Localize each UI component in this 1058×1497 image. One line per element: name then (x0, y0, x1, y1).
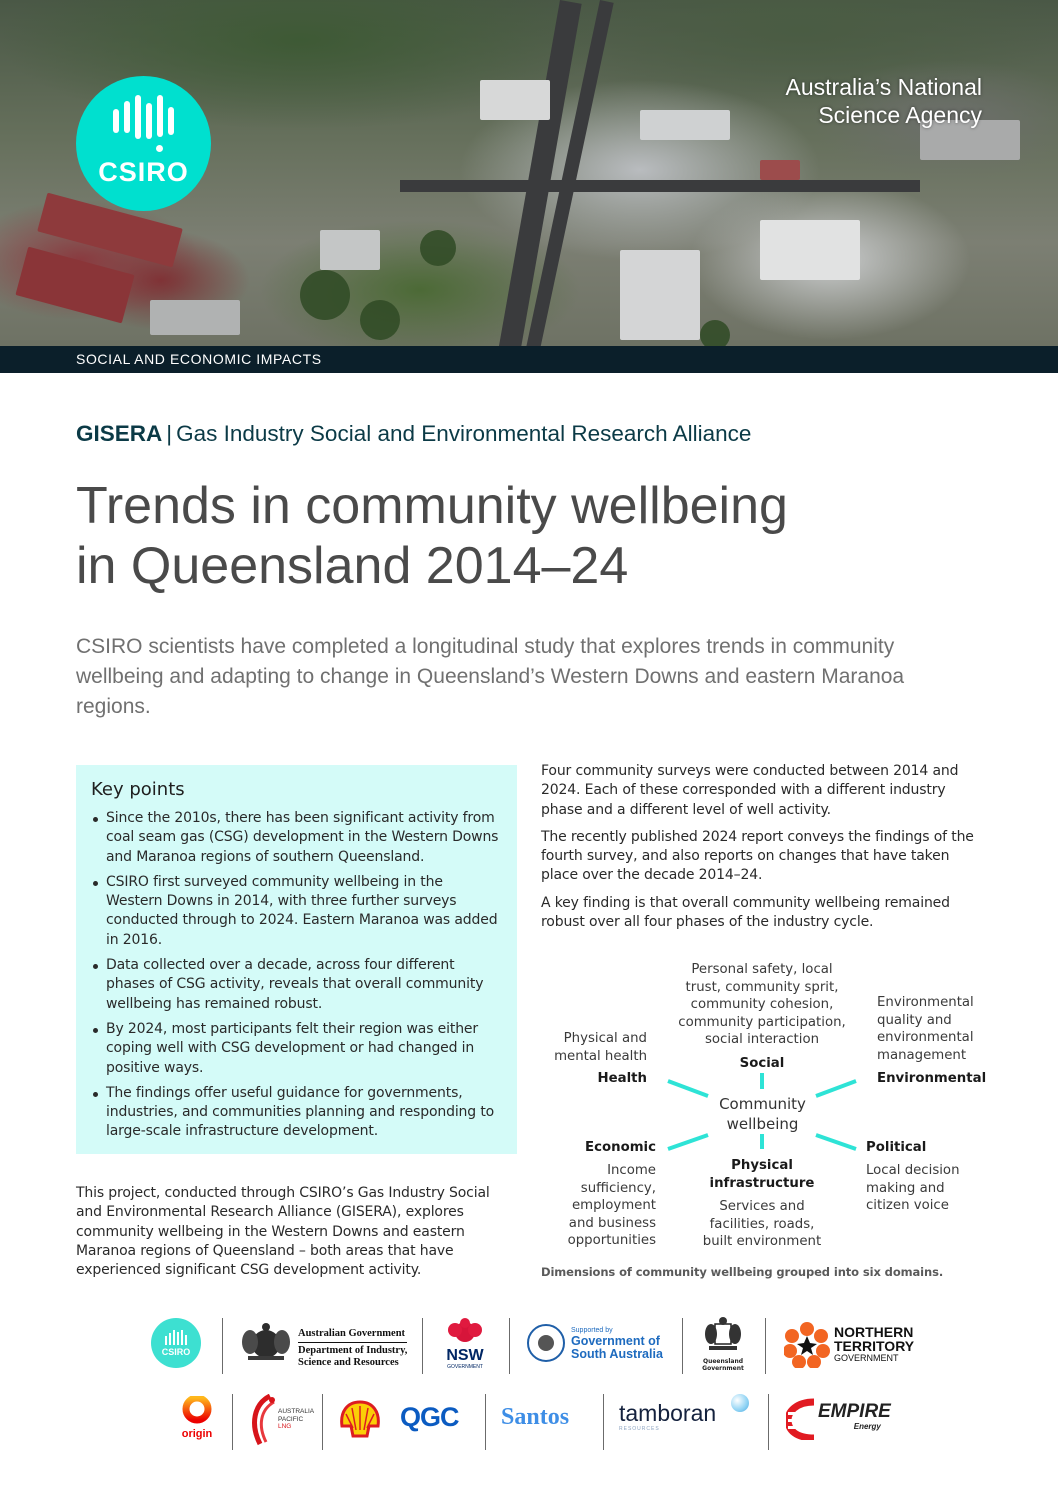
intro-paragraph: CSIRO scientists have completed a longitudinal study that explores trends in community wellbeing and adapting to change in Queensland’s Western Downs and eastern Maranoa regions. (76, 635, 905, 718)
nsw-gov-text: GOVERNMENT (447, 1364, 483, 1370)
empire-text: EMPIRE (818, 1401, 891, 1422)
aus-gov-text: Australian Government (298, 1328, 406, 1339)
aplng-text: LNG (278, 1423, 292, 1430)
social-description: Personal safety, local trust, community sprit, community cohesion, community participation, social interaction (678, 962, 846, 1048)
origin-text: origin (181, 1428, 213, 1440)
empire-e-icon (786, 1398, 816, 1440)
queensland-government-logo (700, 1316, 746, 1372)
hero-aerial-photo (0, 0, 1058, 346)
south-australia-seal-icon (527, 1324, 565, 1362)
title-line: in Queensland 2014–24 (76, 537, 629, 595)
health-label: Health (597, 1071, 647, 1086)
project-paragraph: This project, conducted through CSIRO’s Gas Industry Social and Environmental Research Alliance (GISERA), explores community wellbeing in the Western Downs and eastern Maranoa regions of Queensland – both areas that have experienced significant CSG development activity. (76, 1185, 490, 1279)
spoke-political (816, 1135, 856, 1149)
alliance-full-name: Gas Industry Social and Environmental Research Alliance (176, 421, 752, 446)
nt-gov-text: GOVERNMENT (834, 1353, 899, 1363)
page-title (76, 476, 788, 596)
spoke-health (668, 1081, 708, 1096)
santos-logo: Santos (501, 1404, 570, 1430)
alliance-acronym: GISERA (76, 421, 163, 446)
partner-logos-row-industry (0, 1388, 1058, 1452)
health-description: Physical and mental health (554, 1031, 647, 1064)
qld-text: Government (702, 1365, 744, 1372)
logo-divider (768, 1394, 769, 1450)
logo-divider (422, 1318, 423, 1374)
tamboran-text: tamboran (619, 1400, 717, 1426)
aplng-text: PACIFIC (278, 1415, 304, 1423)
australian-government-logo (298, 1328, 407, 1369)
photo-tree (300, 270, 350, 320)
csiro-bars-icon (165, 1329, 187, 1345)
key-point-item: Data collected over a decade, across four different phases of CSG activity, reveals that overall community wellbeing has remained robust. (91, 956, 501, 1014)
logo-divider (232, 1394, 233, 1450)
australia-pacific-lng-logo (278, 1408, 314, 1431)
agency-tagline (786, 73, 982, 129)
physical-infrastructure-label: Physical infrastructure (709, 1158, 815, 1191)
title-line: Trends in community wellbeing (76, 477, 788, 535)
nt-text: TERRITORY (834, 1338, 915, 1354)
partner-logos-row-government (0, 1312, 1058, 1376)
csiro-partner-text: CSIRO (161, 1347, 191, 1357)
banner-label: SOCIAL AND ECONOMIC IMPACTS (76, 351, 322, 367)
australian-coat-of-arms-icon (240, 1320, 292, 1364)
aus-gov-dept-text: Department of Industry, (298, 1345, 408, 1356)
photo-building (320, 230, 380, 270)
nsw-government-logo (440, 1318, 490, 1370)
logo-divider (603, 1394, 604, 1450)
nsw-text: NSW (446, 1347, 484, 1364)
northern-territory-government-logo (834, 1325, 914, 1364)
environmental-label: Environmental (877, 1071, 987, 1086)
key-point-item: Since the 2010s, there has been significant activity from coal seam gas (CSG) development in the Western Downs and Maranoa regions of southern Queensland. (91, 809, 501, 867)
waratah-icon (443, 1318, 487, 1344)
qgc-logo: QGC (400, 1402, 459, 1432)
photo-road (400, 180, 920, 192)
aplng-swoosh-icon (248, 1394, 276, 1446)
south-australia-government-logo (571, 1326, 663, 1361)
logo-divider (322, 1394, 323, 1450)
csiro-logo-text: CSIRO (98, 157, 189, 187)
csiro-partner-logo (151, 1318, 201, 1368)
tamboran-sub-text: RESOURCES (619, 1426, 660, 1432)
alliance-separator: | (166, 421, 173, 446)
key-points-box (76, 765, 517, 1154)
photo-tree (700, 320, 730, 346)
tamboran-sphere-icon (731, 1394, 749, 1412)
logo-divider (765, 1318, 766, 1374)
category-banner (0, 346, 1058, 373)
political-label: Political (866, 1140, 927, 1155)
photo-tree (420, 230, 456, 266)
sa-gov-text: Government of (571, 1334, 660, 1348)
aplng-text: AUSTRALIA (278, 1408, 315, 1415)
qld-text: Queensland (702, 1358, 744, 1365)
key-points-heading: Key points (91, 779, 185, 800)
photo-building (760, 220, 860, 280)
environmental-description: Environmental quality and environmental management (877, 995, 974, 1063)
sa-gov-text: South Australia (571, 1347, 663, 1361)
key-point-item: CSIRO first surveyed community wellbeing in the Western Downs in 2014, with three further surveys conducted through to 2024. Eastern Maranoa was added in 2016. (91, 873, 501, 950)
photo-building (150, 300, 240, 335)
aus-gov-rule (298, 1342, 407, 1343)
nt-text: NORTHERN (834, 1324, 914, 1340)
csiro-logo (76, 76, 211, 211)
origin-ring-icon (182, 1396, 212, 1424)
photo-building (480, 80, 550, 120)
body-paragraph: A key finding is that overall community wellbeing remained robust over all four phases of the industry cycle. (541, 894, 950, 931)
photo-building (15, 247, 134, 324)
diagram-center: Community wellbeing (719, 1095, 806, 1133)
photo-building (620, 250, 700, 340)
tagline-line: Australia’s National (785, 74, 982, 100)
aus-gov-dept-text: Science and Resources (298, 1357, 399, 1368)
spoke-economic (668, 1135, 708, 1149)
empire-energy-logo (818, 1402, 891, 1431)
economic-label: Economic (585, 1140, 656, 1155)
body-paragraph: The recently published 2024 report conveys the findings of the fourth survey, and also reports on changes that have taken place over the decade 2014–24. (541, 828, 974, 884)
social-label: Social (739, 1056, 785, 1071)
spoke-environmental (816, 1081, 856, 1096)
queensland-coat-of-arms-icon (703, 1316, 743, 1354)
physical-infrastructure-description: Services and facilities, roads, built environment (702, 1199, 822, 1250)
alliance-heading (76, 421, 751, 447)
wellbeing-diagram (540, 955, 985, 1255)
key-point-item: By 2024, most participants felt their region was either coping well with CSG development or had changed in positive ways. (91, 1020, 501, 1078)
logo-divider (222, 1318, 223, 1374)
logo-divider (485, 1394, 486, 1450)
right-column (541, 762, 981, 940)
empire-sub-text: Energy (853, 1422, 881, 1431)
key-points-list (91, 809, 501, 1142)
tamboran-logo (619, 1400, 716, 1432)
photo-tree (360, 300, 400, 340)
economic-description: Income sufficiency, employment and business opportunities (567, 1163, 656, 1249)
body-paragraph: Four community surveys were conducted between 2014 and 2024. Each of these corresponded with a different industry phase and a different level of well activity. (541, 763, 959, 818)
shell-pecten-icon (339, 1400, 381, 1438)
photo-building (640, 110, 730, 140)
key-point-item: The findings offer useful guidance for governments, industries, and communities planning and responding to large-scale infrastructure development. (91, 1084, 501, 1142)
origin-logo (177, 1396, 217, 1440)
logo-divider (509, 1318, 510, 1374)
tagline-line: Science Agency (818, 102, 982, 128)
photo-building (760, 160, 800, 180)
diagram-caption: Dimensions of community wellbeing grouped into six domains. (541, 1265, 944, 1279)
logo-divider (682, 1318, 683, 1374)
nt-desert-rose-icon (784, 1322, 830, 1368)
csiro-bars-icon (113, 95, 175, 155)
sa-supported-text: Supported by (571, 1327, 613, 1334)
political-description: Local decision making and citizen voice (866, 1163, 960, 1214)
